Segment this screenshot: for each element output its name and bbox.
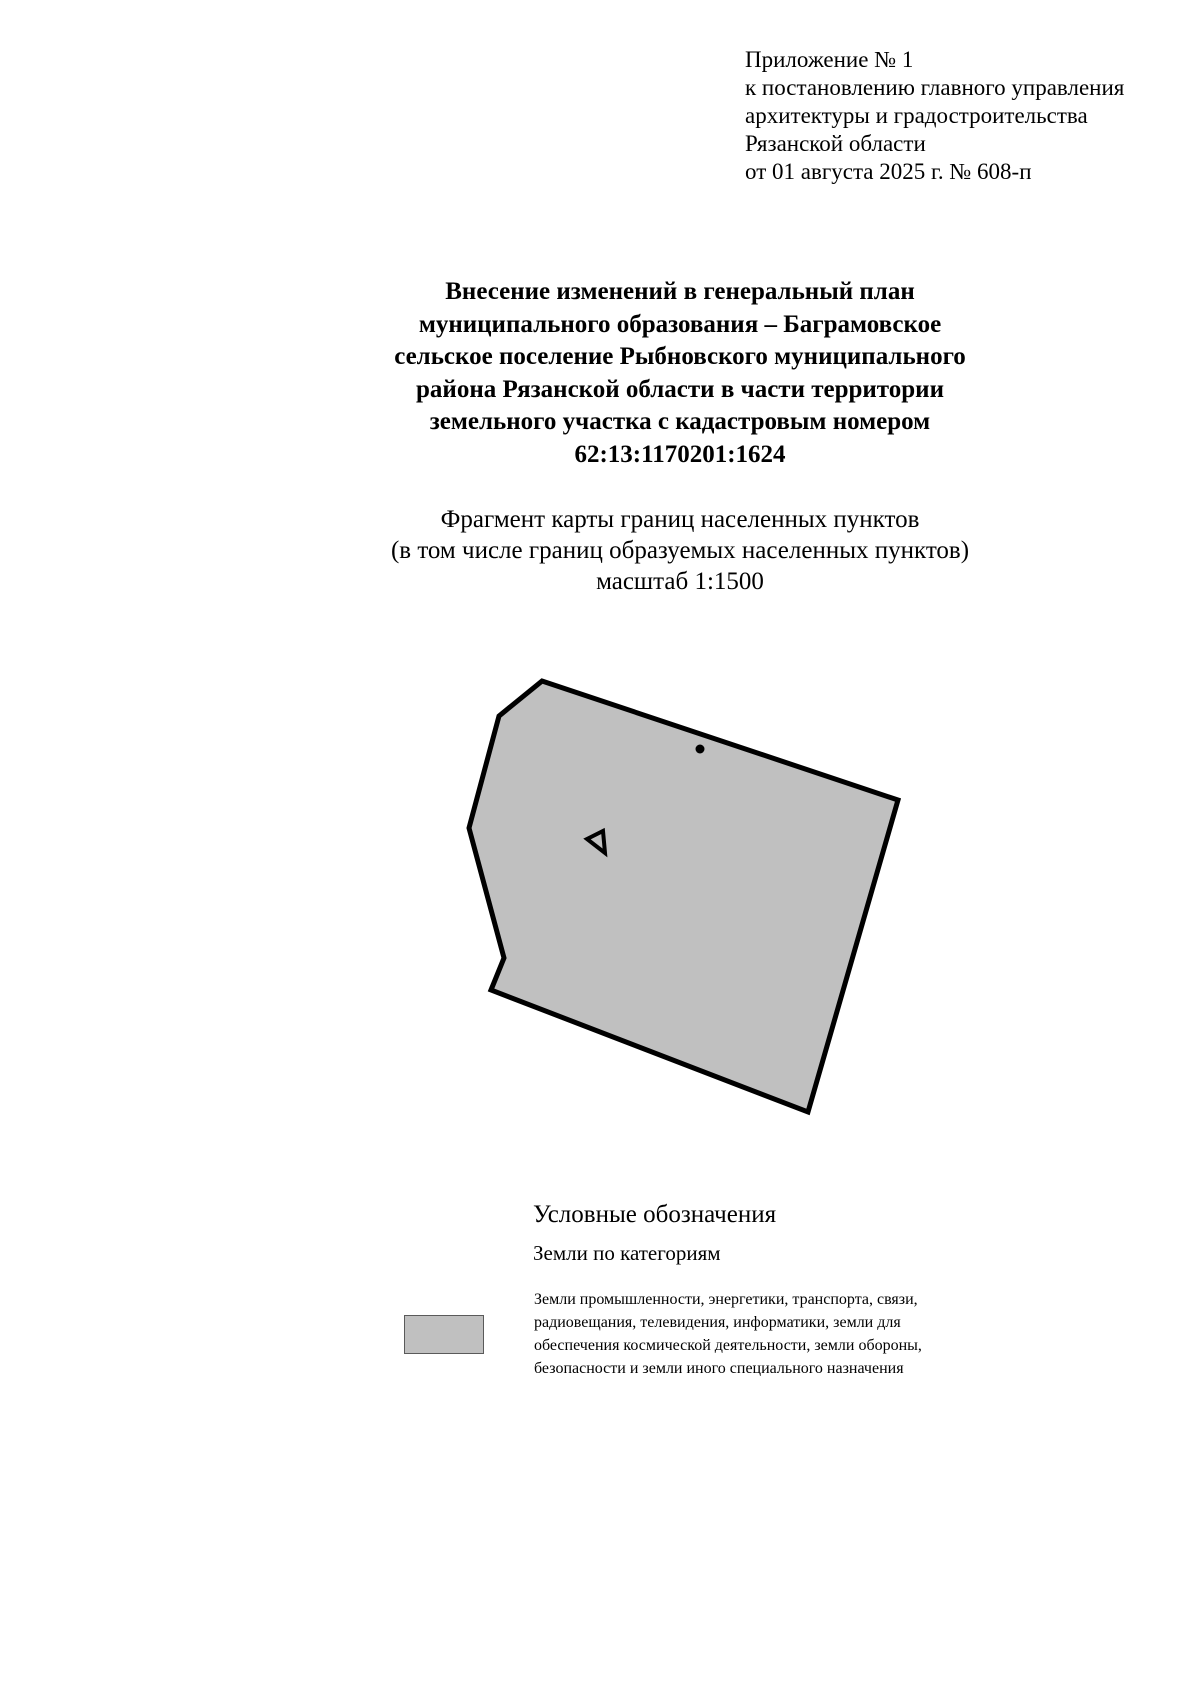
appendix-line: к постановлению главного управления: [745, 75, 1125, 100]
land-parcel-polygon: [469, 681, 898, 1112]
appendix-line: Приложение № 1: [745, 47, 914, 72]
caption-line: масштаб 1:1500: [596, 568, 764, 595]
legend-item-line: Земли промышленности, энергетики, транспорта, связи,: [534, 1291, 918, 1308]
caption-line: (в том числе границ образуемых населенных пунктов): [390, 537, 970, 564]
title-line: муниципального образования – Баграмовское: [418, 310, 942, 338]
point-marker-icon: [696, 745, 705, 754]
title-line: Внесение изменений в генеральный план: [445, 278, 915, 305]
legend-item-line: обеспечения космической деятельности, земли обороны,: [534, 1337, 922, 1354]
caption-line: Фрагмент карты границ населенных пунктов: [440, 506, 920, 533]
legend-swatch-special-lands: [404, 1315, 484, 1354]
appendix-line: архитектуры и градостроительства: [745, 103, 1088, 128]
legend-item-text: [534, 1288, 922, 1380]
title-line: района Рязанской области в части территории: [416, 375, 944, 403]
legend-title: Условные обозначения: [533, 1201, 777, 1228]
title-line: 62:13:1170201:1624: [574, 440, 786, 468]
legend-item-line: безопасности и земли иного специального назначения: [534, 1360, 904, 1377]
title-line: земельного участка с кадастровым номером: [429, 408, 931, 436]
legend-subtitle: Земли по категориям: [533, 1241, 721, 1265]
appendix-line: от 01 августа 2025 г. № 608-п: [745, 159, 1032, 184]
appendix-line: Рязанской области: [745, 131, 926, 156]
title-line: сельское поселение Рыбновского муниципального: [394, 343, 966, 371]
legend-item-line: радиовещания, телевидения, информатики, земли для: [534, 1314, 901, 1331]
